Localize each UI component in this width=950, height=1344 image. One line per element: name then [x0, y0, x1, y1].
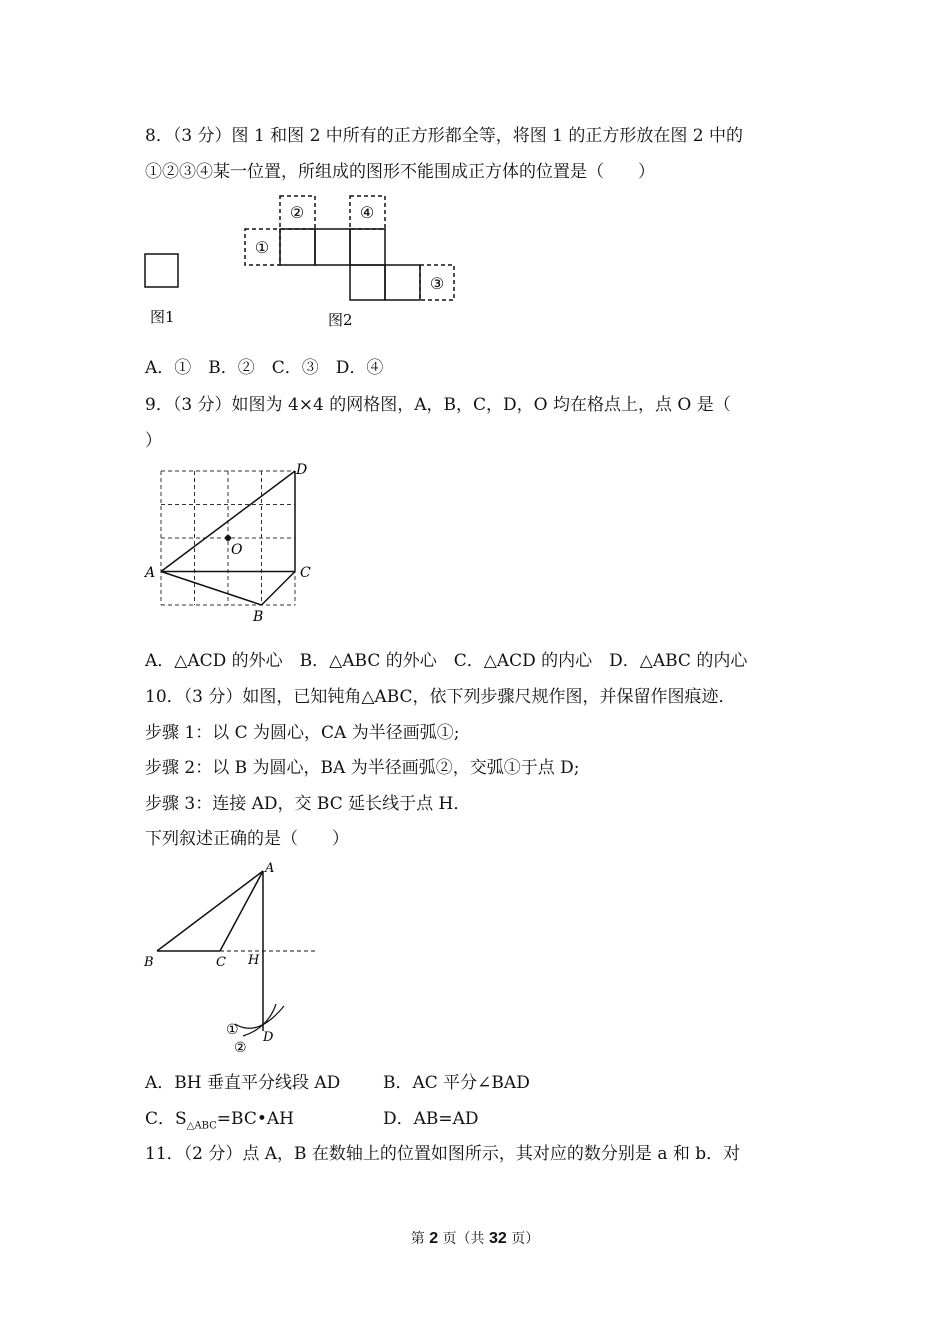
q8-figure	[140, 192, 470, 342]
q10-options-row1	[145, 1071, 340, 1095]
label-h: H	[248, 953, 260, 968]
label-d: D	[296, 462, 308, 478]
label-c: C	[216, 955, 226, 970]
label-o: O	[231, 542, 243, 558]
point-o	[225, 535, 231, 541]
q8-line2: ①②③④某一位置，所组成的图形不能围成正方体的位置是（ ）	[145, 162, 655, 182]
label-arc-1: ①	[226, 1022, 239, 1038]
q9-figure	[140, 460, 330, 630]
q10-line1: 10．（3 分）如图，已知钝角△ABC，依下列步骤尺规作图，并保留作图痕迹．	[145, 687, 736, 707]
position-2-label: ②	[289, 203, 305, 222]
q10-prompt: 下列叙述正确的是（ ）	[145, 829, 349, 849]
q10-option-b: B．AC 平分∠BAD	[383, 1073, 530, 1093]
q9-line2: ）	[145, 431, 162, 451]
label-a: A	[265, 861, 275, 876]
page-footer: 第 2 页（共 32 页）	[410, 1230, 540, 1247]
label-arc-2: ②	[234, 1040, 247, 1056]
fig1-square	[145, 254, 178, 287]
label-b: B	[253, 609, 264, 625]
q10-step3: 步骤 3：连接 AD，交 BC 延长线于点 H．	[145, 794, 471, 814]
q9-options: A．△ACD 的外心 B．△ABC 的外心 C．△ACD 的内心 D．△ABC 的内心	[145, 651, 748, 671]
q10-option-d: D．AB=AD	[383, 1109, 479, 1129]
q10-step2: 步骤 2：以 B 为圆心，BA 为半径画弧②，交弧①于点 D;	[145, 758, 580, 778]
page-number: 2	[429, 1230, 439, 1247]
q8-options: A．① B．② C．③ D．④	[145, 358, 384, 378]
q9-line1: 9．（3 分）如图为 4×4 的网格图，A，B，C，D，O 均在格点上，点 O 是（	[145, 395, 731, 415]
position-3-label: ③	[429, 274, 445, 293]
label-b: B	[144, 955, 154, 970]
q10-option-a: A．BH 垂直平分线段 AD	[145, 1073, 341, 1093]
triangle-abc	[157, 871, 263, 951]
q11-line1: 11．（2 分）点 A，B 在数轴上的位置如图所示，其对应的数分别是 a 和 b．对	[145, 1144, 741, 1164]
fig2-solid-squares	[280, 229, 420, 300]
label-a: A	[145, 565, 156, 581]
q10-step1: 步骤 1：以 C 为圆心，CA 为半径画弧①;	[145, 723, 460, 743]
position-4-label: ④	[359, 203, 375, 222]
q10-figure	[140, 856, 330, 1062]
q10-options-row2	[145, 1107, 294, 1138]
fig2-label: 图2	[328, 311, 353, 329]
label-d: D	[263, 1030, 274, 1045]
label-c: C	[300, 565, 311, 581]
q10-option-c: C．$S_{\triangle ABC}=BC•AH$	[145, 1109, 294, 1132]
fig1-label: 图1	[150, 308, 175, 326]
arc-1	[235, 1006, 284, 1028]
position-1-label: ①	[254, 238, 270, 257]
page-total: 32	[489, 1230, 507, 1247]
q8-line1: 8．（3 分）图 1 和图 2 中所有的正方形都全等，将图 1 的正方形放在图 2 中的	[145, 126, 744, 146]
